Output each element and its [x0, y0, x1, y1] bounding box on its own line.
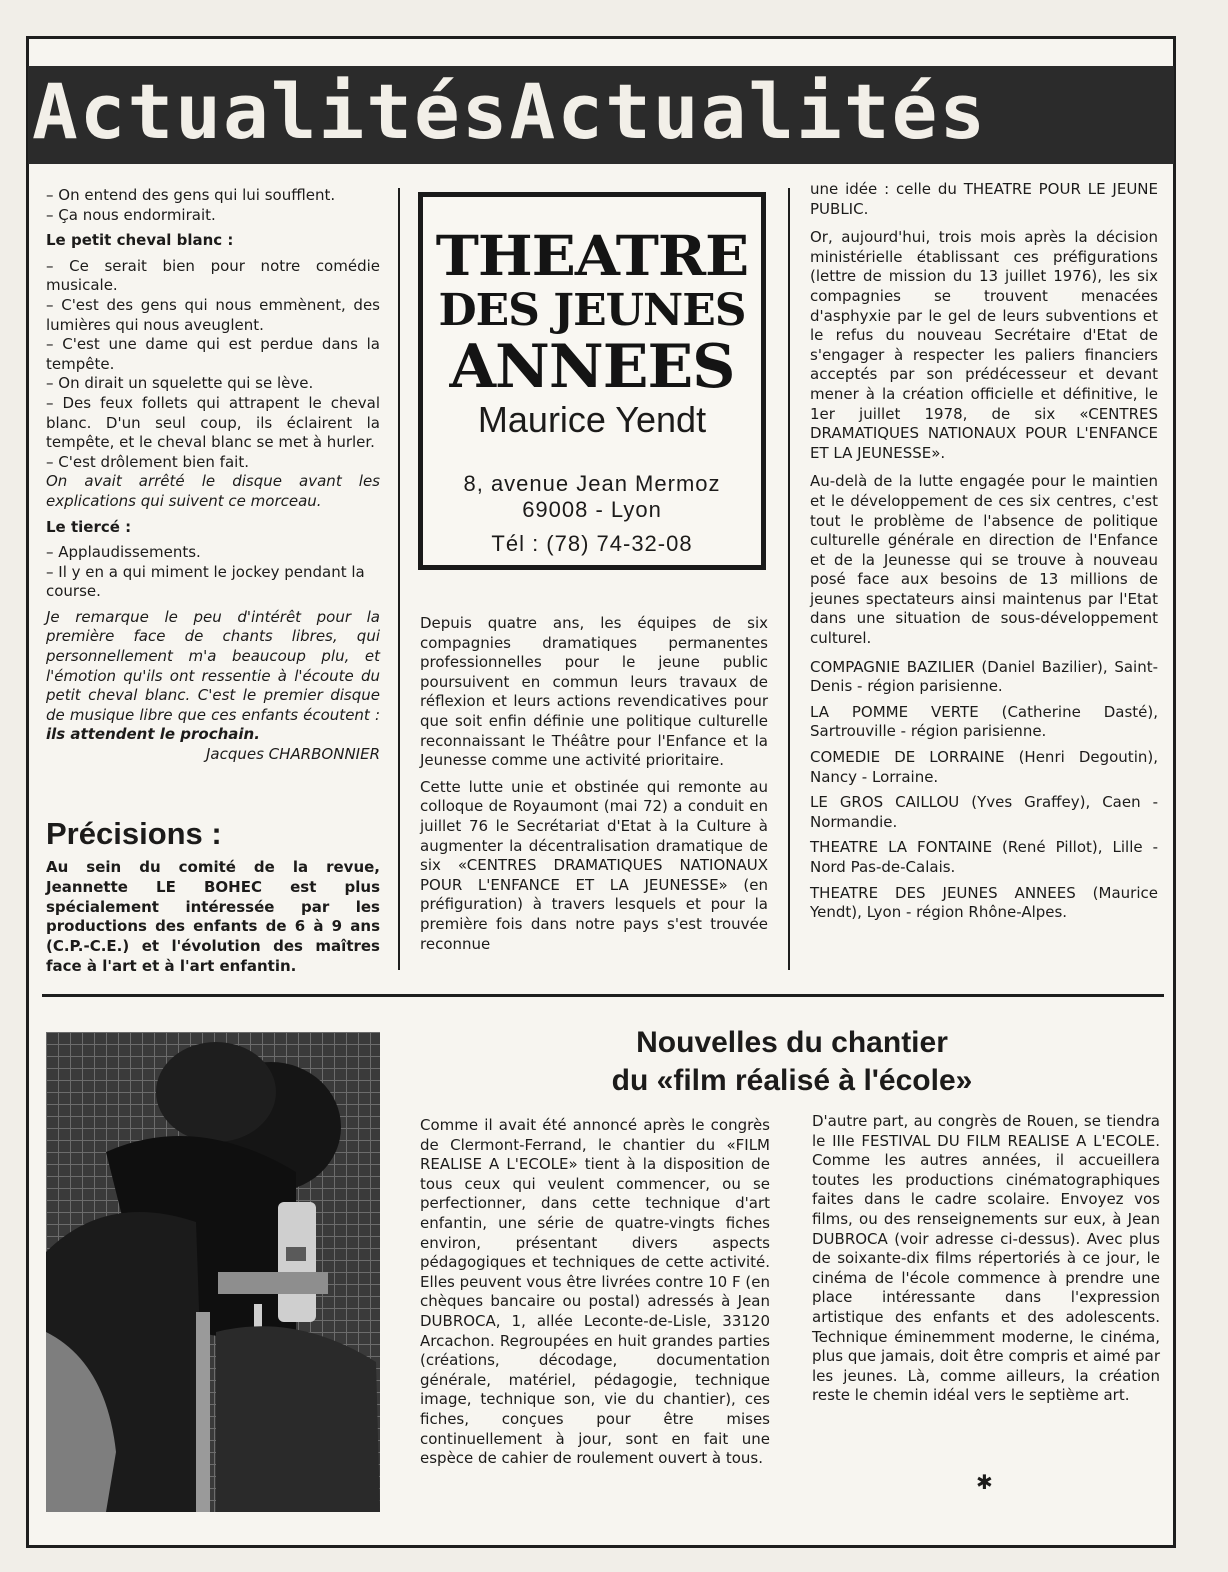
company-item: THEATRE LA FONTAINE (René Pillot), Lille - Nord Pas-de-Calais.: [810, 838, 1158, 876]
ad-title-line3: ANNEES: [449, 332, 735, 402]
ad-title-line2: DES JEUNES: [438, 285, 746, 336]
ad-title-line1: THEATRE: [435, 223, 749, 289]
ad-telephone: Tél : (78) 74-32-08: [491, 531, 693, 556]
subheading-cheval: Le petit cheval blanc :: [46, 231, 234, 250]
paragraph: une idée : celle du THEATRE POUR LE JEUNE PUBLIC.: [810, 180, 1158, 218]
company-item: COMPAGNIE BAZILIER (Daniel Bazilier), Saint-Denis - région parisienne.: [810, 657, 1158, 696]
text-line: – C'est une dame qui est perdue dans la tempête.: [46, 335, 380, 373]
ad-address-line1: 8, avenue Jean Mermoz: [463, 471, 721, 496]
company-item: THEATRE DES JEUNES ANNEES (Maurice Yendt), Lyon - région Rhône-Alpes.: [810, 883, 1158, 922]
text-line: – Ça nous endormirait.: [46, 205, 216, 224]
text-line: – C'est drôlement bien fait.: [46, 452, 249, 471]
left-column: [46, 186, 380, 765]
precisions-title: Précisions :: [46, 816, 222, 851]
text-line: – On dirait un squelette qui se lève.: [46, 374, 314, 393]
ad-address-line2: 69008 - Lyon: [522, 497, 662, 522]
news-column-1: Comme il avait été annoncé après le congrès de Clermont-Ferrand, le chantier du «FILM REALISE A L'ECOLE» tient à la disposition de tous ceux qui veulent commencer, ou se perfectionner, dans cette technique d'art enfantin, une série de quatre-vingts fiches environ, présentant divers aspects pédagogiques et techniques de cette activité. Elles peuvent vous être livrées contre 10 F (en chèques bancaire ou postal) adressés à Jean DUBROCA, 1, allée Leconte-de-Lisle, 33120 Arcachon. Regroupées en huit grandes parties (créations, décodage, documentation générale, matériel, pédagogie, technique image, technique son, vie du chantier), ces fiches, conçues pour être mises continuellement à jour, sont en fait une espèce de cahier de roulement ouvert à tous.: [420, 1116, 770, 1468]
ad-director-name: Maurice Yendt: [477, 399, 707, 440]
news-headline-line1: Nouvelles du chantier: [636, 1026, 948, 1059]
paragraph: Cette lutte unie et obstinée qui remonte au colloque de Royaumont (mai 72) a conduit en juillet 76 le Secrétariat d'Etat à la Culture à augmenter la décentralisation dramatique de six «CENTRES DRAMATIQUES NATIONAUX POUR L'ENFANCE ET LA JEUNESSE» (en préfiguration) à travers lesquels et pour la première fois dans notre pays s'est trouvée reconnue: [420, 777, 768, 953]
paragraph: Or, aujourd'hui, trois mois après la décision ministérielle établissant ces préfigurations (lettre de mission du 13 juillet 1976), les six compagnies se trouvent menacées d'asphyxie par le gel de leurs subventions et le refus du nouveau Secrétaire d'Etat de s'engager à respecter les paliers financiers acceptés par son prédécesseur et devant mener à la création officielle et définitive, le 1er juillet 1978, de six «CENTRES DRAMATIQUES NATIONAUX POUR L'ENFANCE ET LA JEUNESSE».: [810, 228, 1158, 462]
text-line: – Applaudissements.: [46, 543, 201, 562]
italic-note: On avait arrêté le disque avant les explications qui suivent ce morceau.: [46, 472, 380, 510]
precisions-body: Au sein du comité de la revue, Jeannette LE BOHEC est plus spécialement intéressée par les productions des enfants de 6 à 9 ans (C.P.-C.E.) et l'évolution des maîtres face à l'art et à l'art enfantin.: [46, 858, 380, 975]
news-headline-line2: du «film réalisé à l'école»: [611, 1064, 973, 1097]
section-banner: [28, 66, 1174, 164]
signature: Jacques CHARBONNIER: [205, 745, 380, 764]
text-line: – C'est des gens qui nous emmènent, des lumières qui nous aveuglent.: [46, 295, 380, 334]
remark-paragraph: [46, 608, 380, 745]
theatre-advertisement: [418, 192, 766, 570]
company-item: LE GROS CAILLOU (Yves Graffey), Caen - Normandie.: [810, 793, 1158, 831]
right-column: [810, 180, 1158, 923]
paragraph: Au-delà de la lutte engagée pour le maintien et le développement de ces six centres, c'est tout le problème de l'absence de politique culturelle générale en direction de l'Enfance et de la Jeunesse qui se trouve à nouveau posé face aux besoins de 13 millions de jeunes spectateurs ainsi maintenus par l'Etat dans une situation de sous-développement culturel.: [810, 472, 1158, 648]
column-divider: [398, 188, 400, 970]
remark-bold: ils attendent le prochain.: [46, 725, 260, 744]
ad-address: [423, 471, 761, 523]
company-item: COMEDIE DE LORRAINE (Henri Degoutin), Nancy - Lorraine.: [810, 748, 1158, 786]
text-line: – Il y en a qui miment le jockey pendant la course.: [46, 562, 365, 601]
paragraph: Depuis quatre ans, les équipes de six compagnies dramatiques permanentes professionnelles pour le jeune public poursuivent en commun leurs travaux de réflexion et leurs actions revendicatives pour que soit enfin définie une politique culturelle reconnaissant le Théâtre pour l'Enfance et la Jeunesse comme une activité prioritaire.: [420, 614, 768, 770]
text-line: – Ce serait bien pour notre comédie musicale.: [46, 256, 380, 295]
news-headline: [420, 1024, 1164, 1100]
photo-film-camera: [46, 1032, 380, 1512]
news-column-2: D'autre part, au congrès de Rouen, se tiendra le IIIe FESTIVAL DU FILM REALISE A L'ECOLE. Comme les autres années, il accueillera toutes les productions cinématographiques faites dans le cadre scolaire. Envoyez vos films, ou des renseignements sur eux, à Jean DUBROCA (voir adresse ci-dessus). Avec plus de soixante-dix films répertoriés à ce jour, le cinéma de l'école commence à prendre une place intéressante dans l'expression artistique des enfants et des adolescents. Technique éminemment moderne, le cinéma, plus que jamais, doit être compris et aimé par les jeunes. Là, comme ailleurs, la création reste le chemin idéal vers le septième art.: [812, 1112, 1160, 1405]
company-item: LA POMME VERTE (Catherine Dasté), Sartrouville - région parisienne.: [810, 702, 1158, 741]
text-line: – Des feux follets qui attrapent le cheval blanc. D'un seul coup, ils éclairent la tempête, et le cheval blanc se met à hurler.: [46, 393, 380, 452]
subheading-tierce: Le tiercé :: [46, 517, 132, 536]
text-line: – On entend des gens qui lui soufflent.: [46, 186, 336, 204]
section-divider: [42, 994, 1164, 997]
column-divider: [788, 188, 790, 970]
remark-text: Je remarque le peu d'intérêt pour la première face de chants libres, qui personnellement m'a beaucoup plu, et l'émotion qu'ils ont ressentie à l'écoute du petit cheval blanc. C'est le premier disque de musique libre que ces enfants écoutent :: [46, 607, 380, 724]
end-mark: ✱: [976, 1470, 993, 1494]
banner-title: ActualitésActualités: [32, 67, 988, 156]
photo-illustration: [46, 1032, 380, 1512]
middle-column: [420, 614, 768, 954]
